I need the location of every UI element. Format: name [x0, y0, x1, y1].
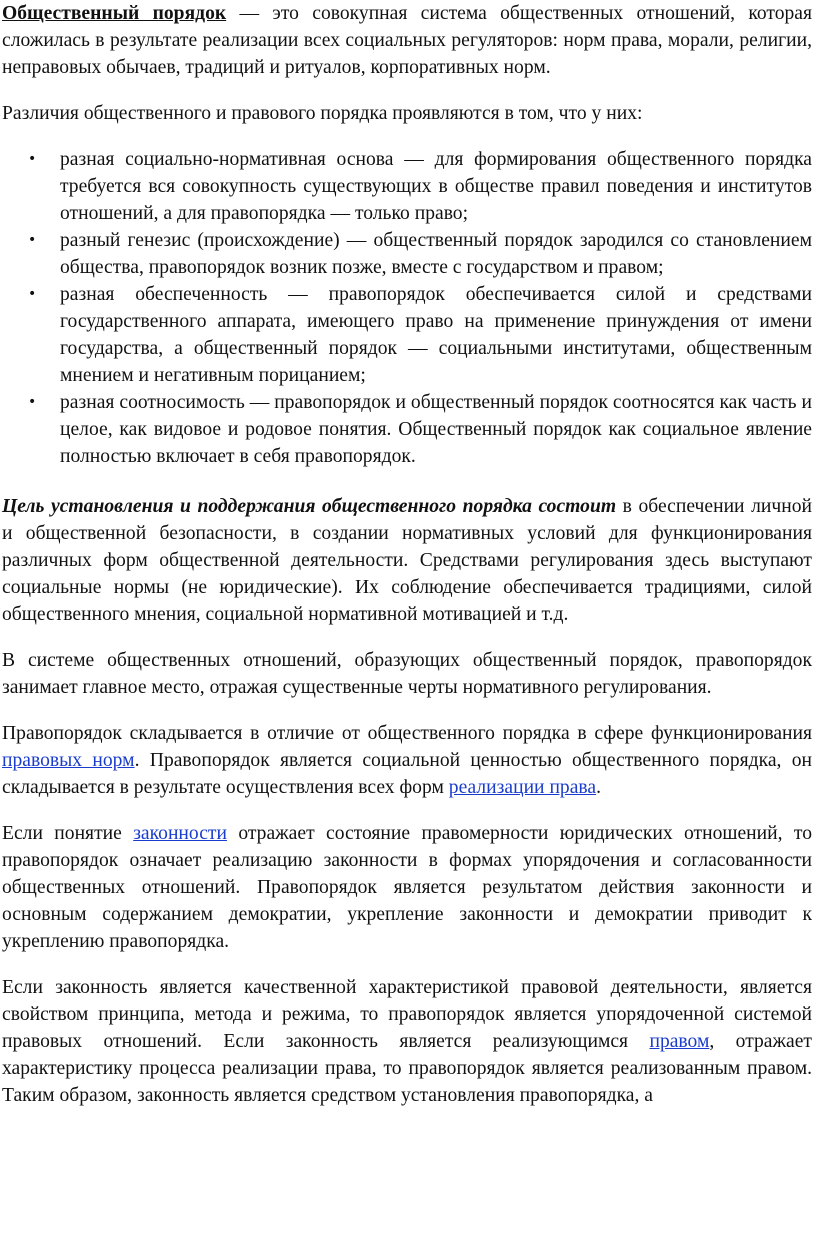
defined-term: Общественный порядок: [2, 3, 227, 24]
text-fragment: Если понятие: [2, 823, 134, 844]
paragraph-law-order: [2, 720, 812, 801]
text-fragment: .: [596, 777, 602, 798]
paragraph-legality-characteristic: [2, 974, 812, 1109]
paragraph-definition: [2, 0, 812, 81]
text-fragment: Правопорядок складывается в отличие от общественного порядка в сфере функционирования: [2, 723, 812, 744]
paragraph-purpose: [2, 493, 812, 628]
link-law-realization[interactable]: реализации права: [448, 777, 597, 798]
link-legality[interactable]: законности: [133, 823, 227, 844]
list-item: • разная социально-нормативная основа — для формирования общественного порядка требуется вся совокупность существующих в обществе правил поведения и институтов отношений, а для правопорядка — только право;: [2, 146, 812, 227]
definition-text: — это совокупная система общественных отношений, которая сложилась в результате реализации всех социальных регуляторов: норм права, морали, религии, неправовых обычаев, традиций и ритуалов, корпоративных норм.: [2, 3, 812, 78]
list-item: • разная соотносимость — правопорядок и общественный порядок соотносятся как часть и целое, как видовое и родовое понятия. Общественный порядок как социальное явление полностью включает в себя правопорядок.: [2, 389, 812, 470]
text-fragment: Если законность является качественной характеристикой правовой деятельности, является свойством принципа, метода и режима, то правопорядок является упорядоченной системой правовых отношений. Если законность является реализующимся: [2, 977, 812, 1052]
link-law[interactable]: правом: [649, 1031, 710, 1052]
text-fragment: отражает состояние правомерности юридических отношений, то правопорядок означает реализацию законности в формах упорядочения и согласованности общественных отношений. Правопорядок является результатом действия законности и основным содержанием демократии, укрепление законности и демократии приводит к укреплению правопорядка.: [2, 823, 812, 952]
list-item: • разная обеспеченность — правопорядок обеспечивается силой и средствами государственного аппарата, имеющего право на применение принуждения от имени государства, а общественный порядок — социальными институтами, общественным мнением и негативным порицанием;: [2, 281, 812, 389]
paragraph-differences-intro: Различия общественного и правового порядка проявляются в том, что у них:: [2, 103, 643, 124]
paragraph-legality: [2, 820, 812, 955]
paragraph-system: В системе общественных отношений, образующих общественный порядок, правопорядок занимает главное место, отражая существенные черты нормативного регулирования.: [2, 650, 812, 698]
text-fragment: , отражает характеристику процесса реализации права, то правопорядок является реализованным правом. Таким образом, законность является средством установления правопорядка, а: [2, 1031, 812, 1106]
purpose-lead: Цель установления и поддержания общественного порядка состоит: [2, 496, 617, 517]
text-fragment: . Правопорядок является социальной ценностью общественного порядка, он складывается в результате осуществления всех форм: [2, 750, 813, 798]
list-item: • разный генезис (происхождение) — общественный порядок зародился со становлением общества, правопорядок возник позже, вместе с государством и правом;: [2, 227, 812, 281]
link-legal-norms[interactable]: правовых норм: [2, 750, 135, 771]
differences-list: [2, 146, 812, 470]
purpose-text: в обеспечении личной и общественной безопасности, в создании нормативных условий для функционирования различных форм общественной деятельности. Средствами регулирования здесь выступают социальные нормы (не юридические). Их соблюдение обеспечивается традициями, силой общественного мнения, социальной нормативной мотивацией и т.д.: [2, 496, 812, 625]
